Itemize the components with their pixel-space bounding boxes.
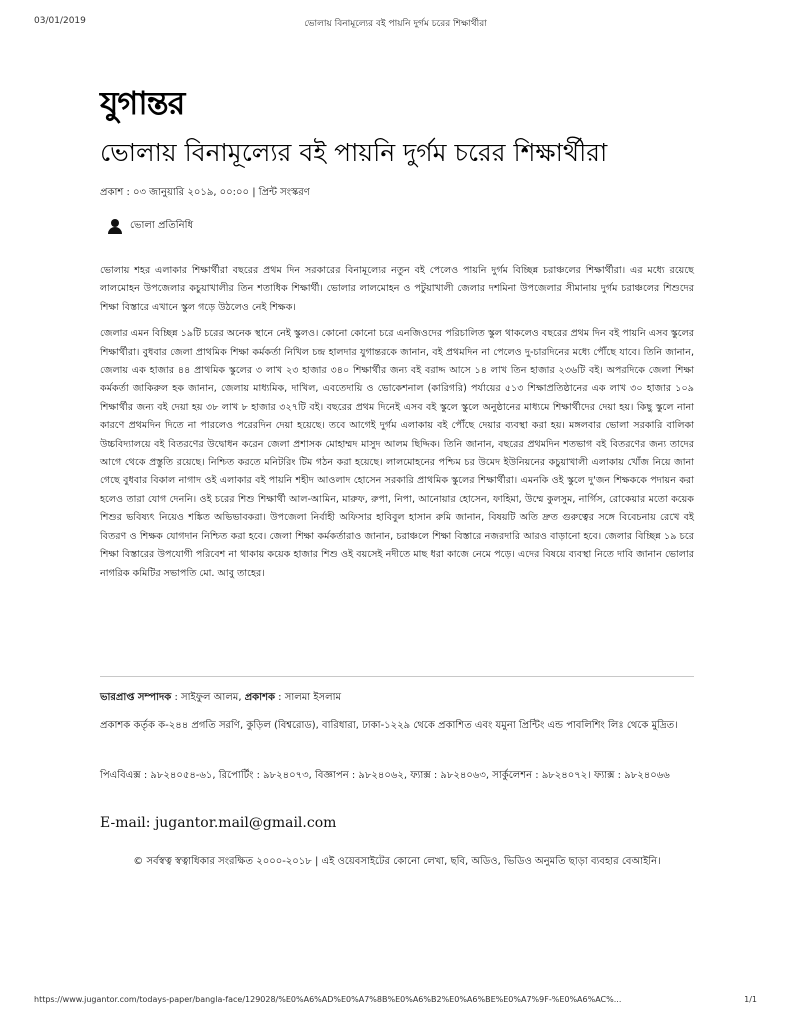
article-byline [108,218,193,235]
article-headline: ভোলায় বিনামূল্যের বই পায়নি দুর্গম চরের শিক্ষার্থীরা [100,138,608,167]
editor-name: সাইফুল আলম [181,692,239,703]
article-body [100,262,694,591]
copyright-notice: © সর্বস্বত্ব স্বত্বাধিকার সংরক্ষিত ২০০০-২০১৮ | এই ওয়েবসাইটের কোনো লেখা, ছবি, অডিও, ভিডিও অনুমতি ছাড়া ব্যবহার বেআইনি। [133,856,661,867]
user-icon [108,219,122,234]
article-paragraph: ভোলায় শহর এলাকার শিক্ষার্থীরা বছরের প্রথম দিন সরকারের বিনামূল্যের নতুন বই পেলেও পায়নি দুর্গম বিচ্ছিন্ন চরাঞ্চলের শিক্ষার্থীরা। এর মধ্যে রয়েছে লালমোহন উপজেলার কচুয়াখালীর তিন শতাধিক শিক্ষার্থী। ভোলার লালমোহন ও পটুয়াখালী জেলার দশমিনা উপজেলার সীমানায় দুর্গম চরাঞ্চলের শিশুদের শিক্ষা বিস্তারে এখানে স্কুল গড়ে উঠলেও নেই শিক্ষক। [100,265,694,313]
byline-text: ভোলা প্রতিনিধি [130,220,194,231]
print-footer-url: https://www.jugantor.com/todays-paper/bangla-face/129028/%E0%A6%AD%E0%A7%8B%E0%A6%B2%E0%A6%BE%E0%A7%9F-%E0%A6%AC%... [34,995,622,1004]
contact-numbers: পিএবিএক্স : ৯৮২৪০৫৪-৬১, রিপোর্টিং : ৯৮২৪০৭৩, বিজ্ঞাপন : ৯৮২৪০৬২, ফ্যাক্স : ৯৮২৪০৬৩, সার্কুলেশন : ৯৮২৪০৭২। ফ্যাক্স : ৯৮২৪০৬৬ [100,770,670,781]
print-header-title: ভোলায় বিনামূল্যের বই পায়নি দুর্গম চরের শিক্ষার্থীরা [304,19,487,29]
print-footer-page-number: 1/1 [744,995,757,1004]
editor-label: ভারপ্রাপ্ত সম্পাদক [100,692,172,703]
site-logo[interactable]: যুগান্তর [100,84,185,122]
publisher-name: সালমা ইসলাম [284,692,342,703]
footer-divider [100,676,694,677]
contact-email[interactable]: E-mail: jugantor.mail@gmail.com [100,815,337,831]
article-paragraph: জেলার এমন বিচ্ছিন্ন ১৯টি চরের অনেক স্থানে নেই স্কুলও। কোনো কোনো চরে এনজিওদের পরিচালিত স্কুল থাকলেও বছরের প্রথম দিন বই পায়নি এসব স্কুলের শিক্ষার্থীরা। বুধবার জেলা প্রাথমিক শিক্ষা কর্মকর্তা নিখিল চন্দ্র হালদার যুগান্তরকে জানান, বই প্রথমদিন না পেলেও দু-চারদিনের মধ্যে পৌঁছে যাবে। তিনি জানান, জেলায় এক হাজার ৪৪ প্রাথমিক স্কুলের ৩ লাখ ২৩ হাজার ৩৪০ শিক্ষার্থীর জন্য বই বরাদ্দ আসে ১৪ লাখ তিন হাজার ২৩৬টি বই। অপরদিকে জেলা শিক্ষা কর্মকর্তা জাকিরুল হক জানান, জেলায় মাধ্যমিক, দাখিল, এবতেদায়ি ও ভোকেশনাল (কারিগরি) পর্যায়ের ৫১৩ শিক্ষাপ্রতিষ্ঠানের এক লাখ ৩০ হাজার ১০৯ শিক্ষার্থীর জন্য বই দেয়া হয় ৩৮ লাখ ৮ হাজার ৩২৭টি বই। বছরের প্রথম দিনেই এসব বই স্কুলে স্কুলে অনুষ্ঠানের মাধ্যমে শিক্ষার্থীদের দেয়া হয়। কিছু স্কুলে নানা কারণে প্রথমদিন দিতে না পারলেও পরেরদিন দেয়া হয়েছে। তবে আগেই দুর্গম এলাকায় বই পৌঁছে দেয়ার ব্যবস্থা করা হয়। মঙ্গলবার ভোলা সরকারি বালিকা উচ্চবিদ্যালয়ে বই বিতরণের উদ্বোধন করেন জেলা প্রশাসক মোহাম্মদ মাসুদ আলম ছিদ্দিক। তিনি জানান, বছরের প্রথমদিন শতভাগ বই বিতরণের জন্য তাদের আগে থেকে প্রস্তুতি রয়েছে। নিশ্চিত করতে মনিটরিং টিম গঠন করা হয়েছে। লালমোহনের পশ্চিম চর উমেদ ইউনিয়নের কচুয়াখালী এলাকায় খোঁজ নিয়ে জানা গেছে বুধবার বিকাল নাগাদ ওই এলাকার বই পায়নি শহীদ আওলাদ হোসেন সরকারি প্রাথমিক স্কুলের শিক্ষার্থীরা। এমনকি ওই স্কুলে দু'জন শিক্ষককে পদায়ন করা হলেও তারা যোগ দেননি। ওই চরের শিশু শিক্ষার্থী আল-আমিন, মারুফ, রুপা, নিপা, আনোয়ার হোসেন, ফাহিমা, উম্মে কুলসুম, নার্গিস, রোকেয়ার মতো কয়েক শিশুর ভবিষ্যৎ নিয়েও শঙ্কিত অভিভাবকরা। উপজেলা নির্বাহী অফিসার হাবিবুল হাসান রুমি জানান, বিষয়টি অতি দ্রুত গুরুত্বের সঙ্গে বিবেচনায় রেখে বই বিতরণ ও শিক্ষক যোগদান নিশ্চিত করা হবে। জেলা শিক্ষা কর্মকর্তারাও জানান, চরাঞ্চলে শিক্ষা বিস্তারে নজরদারি আরও বাড়ানো হবে। জেলার বিচ্ছিন্ন ১৯ চরে শিক্ষা বিস্তারের উপযোগী পরিবেশ না থাকায় কয়েক হাজার শিশু ওই বয়সেই নদীতে মাছ ধরা কাজে নেমে পড়ে। এদের বিষয়ে ব্যবস্থা নিতে দাবি জানান ভোলার নাগরিক কমিটির সভাপতি মো. আবু তাহের। [100,328,694,579]
publisher-label: প্রকাশক [244,692,275,703]
publisher-address: প্রকাশক কর্তৃক ক-২৪৪ প্রগতি সরণি, কুড়িল (বিশ্বরোড), বারিধারা, ঢাকা-১২২৯ থেকে প্রকাশিত এবং যমুনা প্রিন্টিং এন্ড পাবলিশিং লিঃ থেকে মুদ্রিত। [100,720,678,731]
print-header-date: 03/01/2019 [34,16,86,26]
editor-line: ভারপ্রাপ্ত সম্পাদক : সাইফুল আলম, প্রকাশক : সালমা ইসলাম [100,692,342,703]
article-meta: প্রকাশ : ০৩ জানুয়ারি ২০১৯, ০০:০০ | প্রিন্ট সংস্করণ [100,187,310,198]
